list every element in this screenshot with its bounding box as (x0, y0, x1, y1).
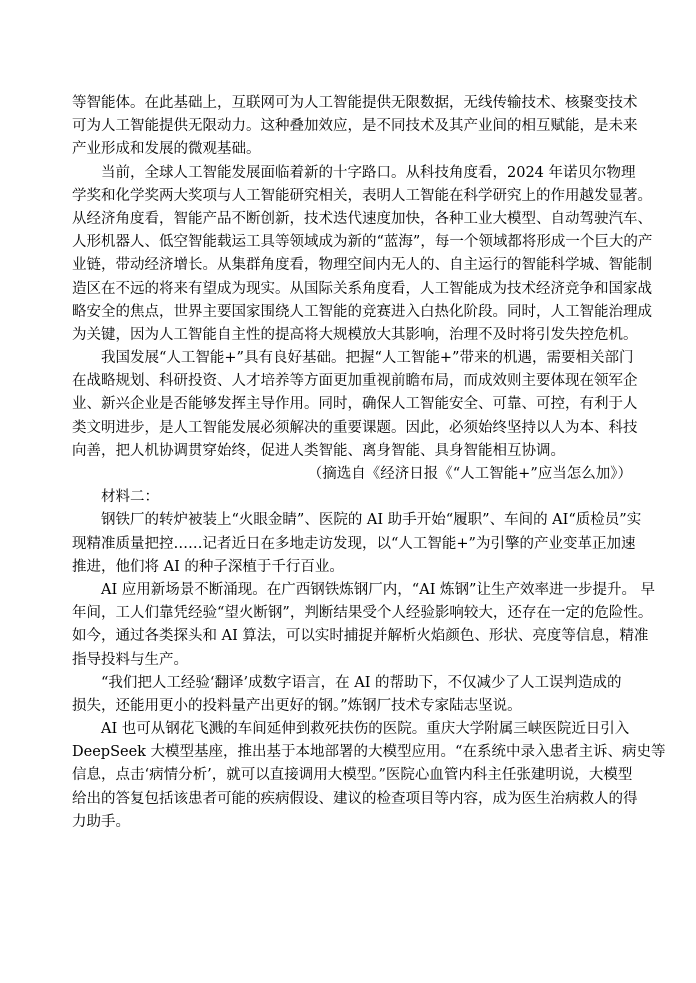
text-line: 略安全的焦点，世界主要国家围绕人工智能的竞赛进入白热化阶段。同时，人工智能治理成 (72, 303, 652, 320)
text-line: 如今，通过各类探头和 AI 算法，可以实时捕捉并解析火焰颜色、形状、亮度等信息，精准 (72, 628, 649, 645)
text-line: 在战略规划、科研投资、人才培养等方面更加重视前瞻布局，而成效则主要体现在领军企 (72, 373, 638, 390)
text-line: 给出的答复包括该患者可能的疾病假设、建议的检查项目等内容，成为医生治病救人的得 (72, 790, 638, 807)
text-line: 年间，工人们靠凭经验“望火断钢”，判断结果受个人经验影响较大，还存在一定的危险性。 (72, 605, 653, 622)
text-line: 业链，带动经济增长。从集群角度看，物理空间内无人的、自主运行的智能科学城、智能制 (72, 257, 652, 274)
text-line: 当前，全球人工智能发展面临着新的十字路口。从科技角度看，2024 年诺贝尔物理 (101, 164, 636, 181)
text-line: 现精准质量把控……记者近日在多地走访发现，以“人工智能+”为引擎的产业变革正加速 (72, 535, 636, 552)
text-line: 推进，他们将 AI 的种子深植于千行百业。 (72, 558, 344, 575)
source-citation: （摘选自《经济日报《“人工智能+”应当怎么加》） (307, 466, 632, 482)
text-line: 损失，还能用更小的投料量产出更好的钢。”炼钢厂技术专家陆志坚说。 (72, 697, 522, 714)
text-line: DeepSeek 大模型基座，推出基于本地部署的大模型应用。“在系统中录入患者主诉、病史等 (72, 744, 666, 761)
text-line: 产业形成和发展的微观基础。 (72, 141, 261, 158)
text-line: “我们把人工经验‘翻译’成数字语言，在 AI 的帮助下，不仅减少了人工误判造成的 (101, 674, 622, 691)
text-line: 向善，把人机协调贯穿始终，促进人类智能、离身智能、具身智能相互协调。 (72, 442, 565, 459)
text-line: 指导投料与生产。 (72, 651, 188, 668)
text-line: 可为人工智能提供无限动力。这种叠加效应，是不同技术及其产业间的相互赋能，是未来 (72, 118, 638, 135)
text-line: 类文明进步，是人工智能发展必须解决的重要课题。因此，必须始终坚持以人为本、科技 (72, 419, 638, 436)
text-line: 钢铁厂的转炉被装上“火眼金睛”、医院的 AI 助手开始“履职”、车间的 AI“质检员”实 (101, 512, 642, 529)
text-line: 造区在不远的将来有望成为现实。从国际关系角度看，人工智能成为技术经济竞争和国家战 (72, 280, 652, 297)
text-line: 业、新兴企业是否能够发挥主导作用。同时，确保人工智能安全、可靠、可控，有利于人 (72, 396, 638, 413)
document-body (72, 92, 666, 834)
text-line: 我国发展“人工智能+”具有良好基础。把握“人工智能+”带来的机遇，需要相关部门 (101, 350, 634, 367)
text-line: 信息，点击‘病情分析’，就可以直接调用大模型。”医院心血管内科主任张建明说，大模型 (72, 767, 633, 784)
text-line: AI 也可从钢花飞溅的车间延伸到救死扶伤的医院。重庆大学附属三峡医院近日引入 (101, 721, 630, 738)
text-line: 人形机器人、低空智能载运工具等领域成为新的“蓝海”，每一个领域都将形成一个巨大的产 (72, 234, 653, 251)
text-line: 学奖和化学奖两大奖项与人工智能研究相关，表明人工智能在科学研究上的作用越发显著。 (72, 187, 652, 204)
text-line: 从经济角度看，智能产品不断创新，技术迭代速度加快，各种工业大模型、自动驾驶汽车、 (72, 210, 652, 227)
text-line: 为关键，因为人工智能自主性的提高将大规模放大其影响，治理不及时将引发失控危机。 (72, 326, 638, 343)
text-line: AI 应用新场景不断涌现。在广西钢铁炼钢厂内，“AI 炼钢”让生产效率进一步提升。 早 (101, 581, 656, 598)
text-line: 材料二： (101, 489, 159, 506)
text-line: 等智能体。在此基础上，互联网可为人工智能提供无限数据，无线传输技术、核聚变技术 (72, 95, 638, 111)
text-line: 力助手。 (72, 813, 130, 830)
